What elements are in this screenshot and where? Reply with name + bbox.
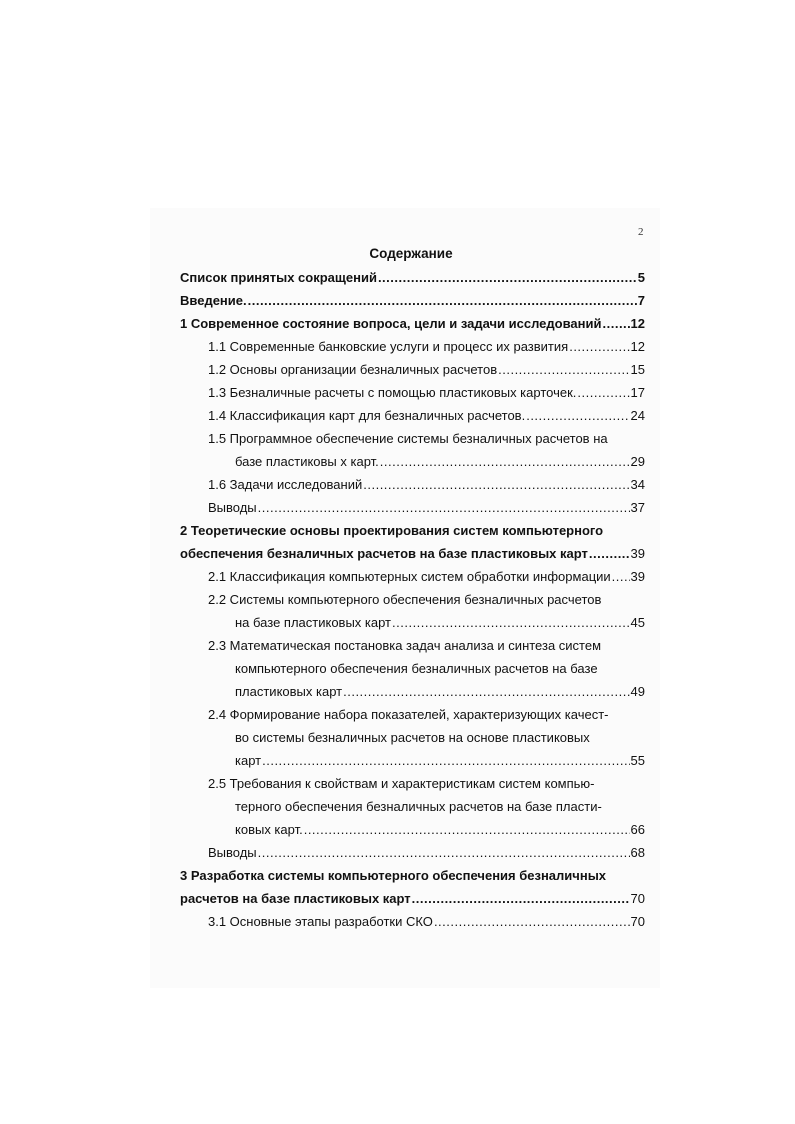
toc-entry-1-6[interactable] (180, 473, 645, 496)
toc-label: 1.6 Задачи исследований (208, 477, 363, 492)
toc-label: ковых карт. (235, 822, 303, 837)
toc-entry-introduction[interactable] (180, 289, 645, 312)
dot-leader (363, 473, 629, 496)
toc-page: 68 (630, 845, 645, 860)
toc-entry-chapter-2[interactable]: 2 Теоретические основы проектирования систем компьютерного (180, 523, 604, 538)
toc-entry-conclusions-2[interactable] (180, 841, 645, 864)
toc-label: расчетов на базе пластиковых карт (180, 891, 411, 906)
toc-entry-2-1[interactable] (180, 565, 645, 588)
toc-entry-1-3[interactable] (180, 381, 645, 404)
dot-leader (526, 404, 629, 427)
toc-label: карт (235, 753, 262, 768)
toc-page: 15 (630, 362, 645, 377)
toc-page: 7 (637, 293, 645, 308)
toc-entry-2-4-continued[interactable] (180, 749, 645, 772)
dot-leader (380, 450, 630, 473)
toc-label: обеспечения безналичных расчетов на базе пластиковых карт (180, 546, 588, 561)
dot-leader (612, 565, 630, 588)
toc-entry-abbreviations[interactable] (180, 266, 645, 289)
dot-leader (498, 358, 629, 381)
toc-page: 17 (630, 385, 645, 400)
toc-page: 70 (630, 891, 645, 906)
toc-label: пластиковых карт (235, 684, 343, 699)
toc-entry-2-2[interactable]: 2.2 Системы компьютерного обеспечения безналичных расчетов (208, 592, 602, 607)
toc-label: Выводы (208, 845, 257, 860)
dot-leader (569, 335, 629, 358)
dot-leader (258, 841, 630, 864)
toc-label: базе пластиковы х карт. (235, 454, 379, 469)
toc-entry-1-4[interactable] (180, 404, 645, 427)
toc-page: 37 (630, 500, 645, 515)
dot-leader (304, 818, 630, 841)
toc-label: на базе пластиковых карт (235, 615, 392, 630)
toc-entry-2-4[interactable]: 2.4 Формирование набора показателей, характеризующих качест- (208, 707, 609, 722)
toc-page: 39 (630, 546, 645, 561)
dot-leader (262, 749, 629, 772)
toc-page: 34 (630, 477, 645, 492)
toc-entry-chapter-3[interactable]: 3 Разработка системы компьютерного обеспечения безналичных (180, 868, 607, 883)
toc-entry-2-2-continued[interactable] (180, 611, 645, 634)
toc-entry-1-5-continued[interactable] (180, 450, 645, 473)
toc-page: 29 (630, 454, 645, 469)
toc-entry-2-5-line-2[interactable]: терного обеспечения безналичных расчетов на базе пласти- (235, 799, 602, 814)
toc-page: 49 (630, 684, 645, 699)
toc-label: Выводы (208, 500, 257, 515)
toc-label: 2.1 Классификация компьютерных систем обработки информации (208, 569, 611, 584)
toc-entry-2-3[interactable]: 2.3 Математическая постановка задач анализа и синтеза систем (208, 638, 602, 653)
toc-label: Введение. (180, 293, 247, 308)
toc-label: 3.1 Основные этапы разработки СКО (208, 914, 433, 929)
toc-label: 1 Современное состояние вопроса, цели и задачи исследований (180, 316, 602, 331)
toc-entry-2-5[interactable]: 2.5 Требования к свойствам и характеристикам систем компью- (208, 776, 595, 791)
toc-label: 1.1 Современные банковские услуги и процесс их развития (208, 339, 569, 354)
dot-leader (589, 542, 630, 565)
toc-page: 24 (630, 408, 645, 423)
dot-leader (258, 496, 630, 519)
toc-page: 12 (630, 339, 645, 354)
dot-leader (434, 910, 630, 933)
toc-label: Список принятых сокращений (180, 270, 377, 285)
toc-entry-1-1[interactable] (180, 335, 645, 358)
toc-label: 1.4 Классификация карт для безналичных расчетов. (208, 408, 526, 423)
toc-page: 12 (630, 316, 645, 331)
toc-entry-2-5-continued[interactable] (180, 818, 645, 841)
toc-entry-2-4-line-2[interactable]: во системы безналичных расчетов на основе пластиковых (235, 730, 590, 745)
dot-leader (343, 680, 629, 703)
dot-leader (378, 266, 637, 289)
toc-label: 1.2 Основы организации безналичных расчетов (208, 362, 498, 377)
toc-page: 5 (637, 270, 645, 285)
dot-leader (392, 611, 630, 634)
toc-entry-1-5[interactable]: 1.5 Программное обеспечение системы безналичных расчетов на (208, 431, 608, 446)
toc-page: 39 (630, 569, 645, 584)
table-of-contents (180, 266, 645, 933)
toc-entry-1-2[interactable] (180, 358, 645, 381)
toc-entry-conclusions-1[interactable] (180, 496, 645, 519)
page-title: Содержание (369, 246, 453, 261)
toc-label: 1.3 Безналичные расчеты с помощью пластиковых карточек. (208, 385, 577, 400)
toc-page: 45 (630, 615, 645, 630)
toc-page: 55 (630, 753, 645, 768)
toc-entry-2-3-line-2[interactable]: компьютерного обеспечения безналичных расчетов на базе (235, 661, 598, 676)
dot-leader (412, 887, 630, 910)
dot-leader (577, 381, 629, 404)
toc-entry-chapter-1[interactable] (180, 312, 645, 335)
toc-entry-chapter-3-continued[interactable] (180, 887, 645, 910)
toc-entry-2-3-continued[interactable] (180, 680, 645, 703)
toc-page: 70 (630, 914, 645, 929)
toc-page: 66 (630, 822, 645, 837)
dot-leader (603, 312, 630, 335)
toc-entry-3-1[interactable] (180, 910, 645, 933)
toc-entry-chapter-2-continued[interactable] (180, 542, 645, 565)
dot-leader (248, 289, 637, 312)
page-number: 2 (638, 226, 644, 238)
